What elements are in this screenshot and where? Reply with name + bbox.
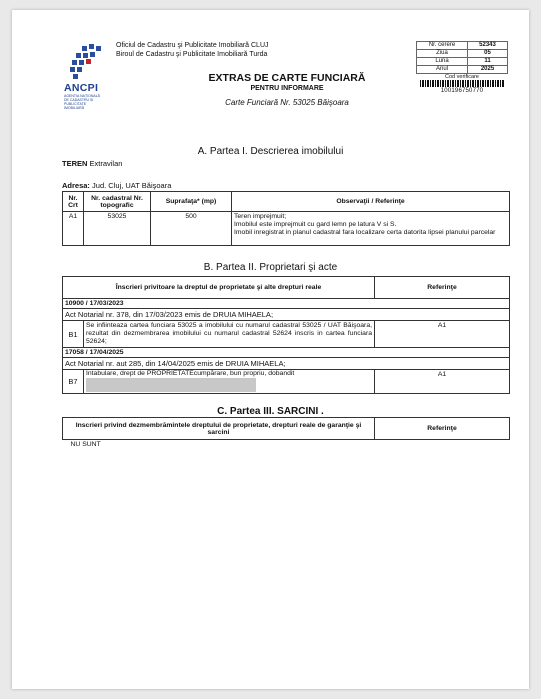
col-header: Nr. Crt <box>63 192 84 212</box>
act-row <box>63 358 510 370</box>
col-header-left: Inscrieri privind dezmembrămintele dreptului de proprietate, drepturi reale de garanţie şi sarcini <box>63 418 375 440</box>
redacted-area <box>86 378 256 392</box>
act-row <box>63 309 510 321</box>
request-box <box>416 41 508 74</box>
teren-label: TEREN <box>62 159 88 168</box>
entry-code: B7 <box>63 370 84 394</box>
ancpi-logo-icon <box>62 44 114 84</box>
part2-title: B. Partea II. Proprietari şi acte <box>203 262 338 273</box>
col-header-right: Referinţe <box>375 277 510 299</box>
verification-code: 100196750770 <box>440 88 484 94</box>
adresa-value: Jud. Cluj, UAT Băişoara <box>92 181 172 190</box>
entry-text: Intabulare, drept de PROPRIETATEcumpărare, bun propriu, dobandit <box>86 370 295 377</box>
cell-cadastral: 53025 <box>84 212 151 246</box>
request-row: Ziua 05 <box>417 50 508 58</box>
table-row <box>63 370 510 394</box>
section-number: 10900 / 17/03/2023 <box>63 299 510 309</box>
descriere-table <box>62 191 510 246</box>
office-line-1: Oficiul de Cadastru şi Publicitate Imobiliară CLUJ <box>116 42 269 49</box>
entry-text-cell <box>84 370 375 394</box>
cell-observatii: Teren imprejmuit; Imobilul este imprejmuit cu gard lemn pe latura V si S. Imobil inregistrat in planul cadastral fara localizare certa datorita lipsei planului parcelar <box>232 212 510 246</box>
document-title: EXTRAS DE CARTE FUNCIARĂ <box>208 72 366 84</box>
request-row: Luna 11 <box>417 58 508 66</box>
request-row: Nr. cerere 52343 <box>417 42 508 50</box>
col-header-right: Referinţe <box>375 418 510 440</box>
office-line-2: Biroul de Cadastru şi Publicitate Imobiliară Turda <box>116 51 268 58</box>
verification-label: Cod verificare <box>445 74 479 80</box>
adresa-line <box>62 181 171 190</box>
table-row <box>63 212 510 246</box>
carte-funciara-number: Carte Funciară Nr. 53025 Băişoara <box>225 98 349 107</box>
entry-code: B1 <box>63 321 84 348</box>
table-row <box>63 321 510 348</box>
section-row <box>63 348 510 358</box>
table-header-row <box>63 277 510 299</box>
barcode-icon <box>420 80 504 87</box>
office-name <box>116 41 269 59</box>
section-number: 17058 / 17/04/2025 <box>63 348 510 358</box>
entry-text: Se infiinteaza cartea funciara 53025 a imobilului cu numarul cadastral 53025 / UAT Băişoara, rezultat din dezmembrarea imobilului cu numarul cadastral 52624 inscris in cartea funciara 52624; <box>84 321 375 348</box>
entry-ref: A1 <box>375 321 510 348</box>
entry-ref: A1 <box>375 370 510 394</box>
table-header-row <box>63 192 510 212</box>
adresa-label: Adresa: <box>62 181 90 190</box>
act-text: Act Notarial nr. 378, din 17/03/2023 emis de DRUIA MIHAELA; <box>63 309 510 321</box>
section-row <box>63 299 510 309</box>
document-page <box>12 10 529 689</box>
col-header: Suprafaţa* (mp) <box>151 192 232 212</box>
sarcini-table <box>62 417 510 449</box>
proprietari-table <box>62 276 510 394</box>
request-row: Anul 2025 <box>417 66 508 74</box>
logo-text: ANCPI <box>64 82 99 94</box>
col-header: Observaţii / Referinţe <box>232 192 510 212</box>
sarcini-value: NU SUNT <box>63 440 510 450</box>
part1-title: A. Partea I. Descrierea imobilului <box>197 146 344 157</box>
table-row <box>63 440 510 450</box>
col-header: Nr. cadastral Nr. topografic <box>84 192 151 212</box>
document-subtitle: PENTRU INFORMARE <box>250 85 324 92</box>
teren-line <box>62 159 122 168</box>
col-header-left: Înscrieri privitoare la dreptul de proprietate şi alte drepturi reale <box>63 277 375 299</box>
act-text: Act Notarial nr. aut 285, din 14/04/2025 emis de DRUIA MIHAELA; <box>63 358 510 370</box>
cell-suprafata: 500 <box>151 212 232 246</box>
part3-title: C. Partea III. SARCINI . <box>217 406 324 417</box>
teren-value: Extravilan <box>89 159 123 168</box>
table-header-row <box>63 418 510 440</box>
cell-crt: A1 <box>63 212 84 246</box>
logo-subtext: AGENȚIA NAȚIONALĂ DE CADASTRU ȘI PUBLICITATE IMOBILIARĂ <box>64 94 100 110</box>
